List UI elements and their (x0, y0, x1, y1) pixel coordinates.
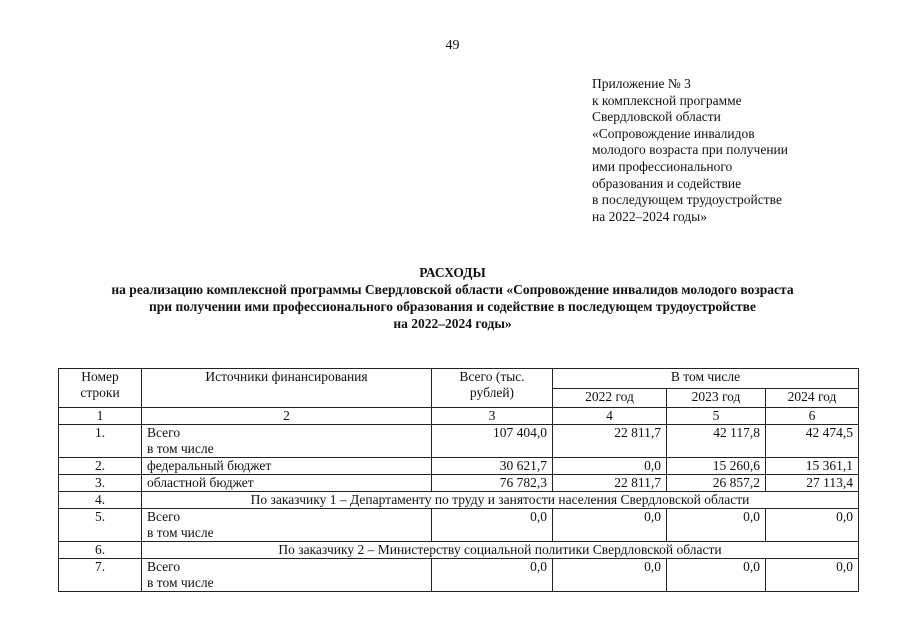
section-customer-2: По заказчику 2 – Министерству социальной политики Свердловской области (142, 542, 859, 559)
row-2022: 0,0 (553, 509, 667, 542)
row-number: 5. (59, 509, 142, 542)
column-index: 1 (59, 408, 142, 425)
table-row (59, 509, 859, 542)
appendix-line: на 2022–2024 годы» (592, 208, 707, 224)
row-2022: 22 811,7 (553, 425, 667, 458)
appendix-line: к комплексной программе (592, 92, 742, 108)
appendix-line: в последующем трудоустройстве (592, 192, 782, 208)
title-line: на реализацию комплексной программы Свердловской области «Сопровождение инвалидов молодого возраста (111, 282, 794, 297)
header-year-2022: 2022 год (553, 388, 667, 408)
row-label: Всего (147, 509, 181, 524)
header-including: В том числе (553, 369, 859, 389)
row-2023: 42 117,8 (667, 425, 766, 458)
title-line: на 2022–2024 годы» (393, 316, 512, 331)
row-number: 6. (59, 542, 142, 559)
row-label: Всего (147, 425, 181, 440)
row-label-cell (142, 425, 432, 458)
row-sublabel: в том числе (147, 441, 214, 456)
row-number: 4. (59, 492, 142, 509)
row-label-cell (142, 509, 432, 542)
page-number: 49 (445, 38, 460, 53)
row-2024: 0,0 (766, 509, 859, 542)
row-2023: 15 260,6 (667, 458, 766, 475)
table-row (59, 559, 859, 592)
row-number: 3. (59, 475, 142, 492)
row-2024: 15 361,1 (766, 458, 859, 475)
table-row (59, 425, 859, 458)
title-line: при получении ими профессионального образования и содействие в последующем трудоустройстве (149, 299, 756, 314)
row-total: 76 782,3 (432, 475, 553, 492)
appendix-line: «Сопровождение инвалидов (592, 125, 755, 141)
header-total: Всего (тыс. рублей) (432, 369, 553, 408)
row-2022: 22 811,7 (553, 475, 667, 492)
row-number: 7. (59, 559, 142, 592)
row-label: федеральный бюджет (142, 458, 432, 475)
appendix-note (592, 76, 892, 225)
row-2023: 0,0 (667, 559, 766, 592)
header-year-2024: 2024 год (766, 388, 859, 408)
row-2024: 0,0 (766, 559, 859, 592)
column-index: 4 (553, 408, 667, 425)
row-2022: 0,0 (553, 559, 667, 592)
section-customer-1: По заказчику 1 – Департаменту по труду и занятости населения Свердловской области (142, 492, 859, 509)
header-year-2023: 2023 год (667, 388, 766, 408)
document-title (0, 264, 905, 332)
column-index: 2 (142, 408, 432, 425)
row-2023: 26 857,2 (667, 475, 766, 492)
row-2022: 0,0 (553, 458, 667, 475)
row-number: 1. (59, 425, 142, 458)
header-row-number: Номер строки (59, 369, 142, 408)
header-source: Источники финансирования (142, 369, 432, 408)
row-total: 30 621,7 (432, 458, 553, 475)
row-label: Всего (147, 559, 181, 574)
row-total: 0,0 (432, 559, 553, 592)
table-row (59, 475, 859, 492)
table-header-row (59, 369, 859, 389)
appendix-line: Приложение № 3 (592, 76, 691, 91)
column-index-row (59, 408, 859, 425)
title-heading: РАСХОДЫ (419, 265, 486, 280)
column-index: 5 (667, 408, 766, 425)
row-label: областной бюджет (142, 475, 432, 492)
column-index: 6 (766, 408, 859, 425)
expenses-table (58, 368, 859, 592)
appendix-line: ими профессионального (592, 158, 733, 174)
column-index: 3 (432, 408, 553, 425)
appendix-line: молодого возраста при получении (592, 142, 789, 158)
row-label-cell (142, 559, 432, 592)
appendix-line: Свердловской области (592, 109, 721, 125)
row-total: 107 404,0 (432, 425, 553, 458)
table-row-section (59, 492, 859, 509)
row-2024: 27 113,4 (766, 475, 859, 492)
row-2023: 0,0 (667, 509, 766, 542)
row-sublabel: в том числе (147, 525, 214, 540)
row-number: 2. (59, 458, 142, 475)
row-2024: 42 474,5 (766, 425, 859, 458)
table-row-section (59, 542, 859, 559)
table-row (59, 458, 859, 475)
row-total: 0,0 (432, 509, 553, 542)
row-sublabel: в том числе (147, 575, 214, 590)
appendix-line: образования и содействие (592, 175, 742, 191)
